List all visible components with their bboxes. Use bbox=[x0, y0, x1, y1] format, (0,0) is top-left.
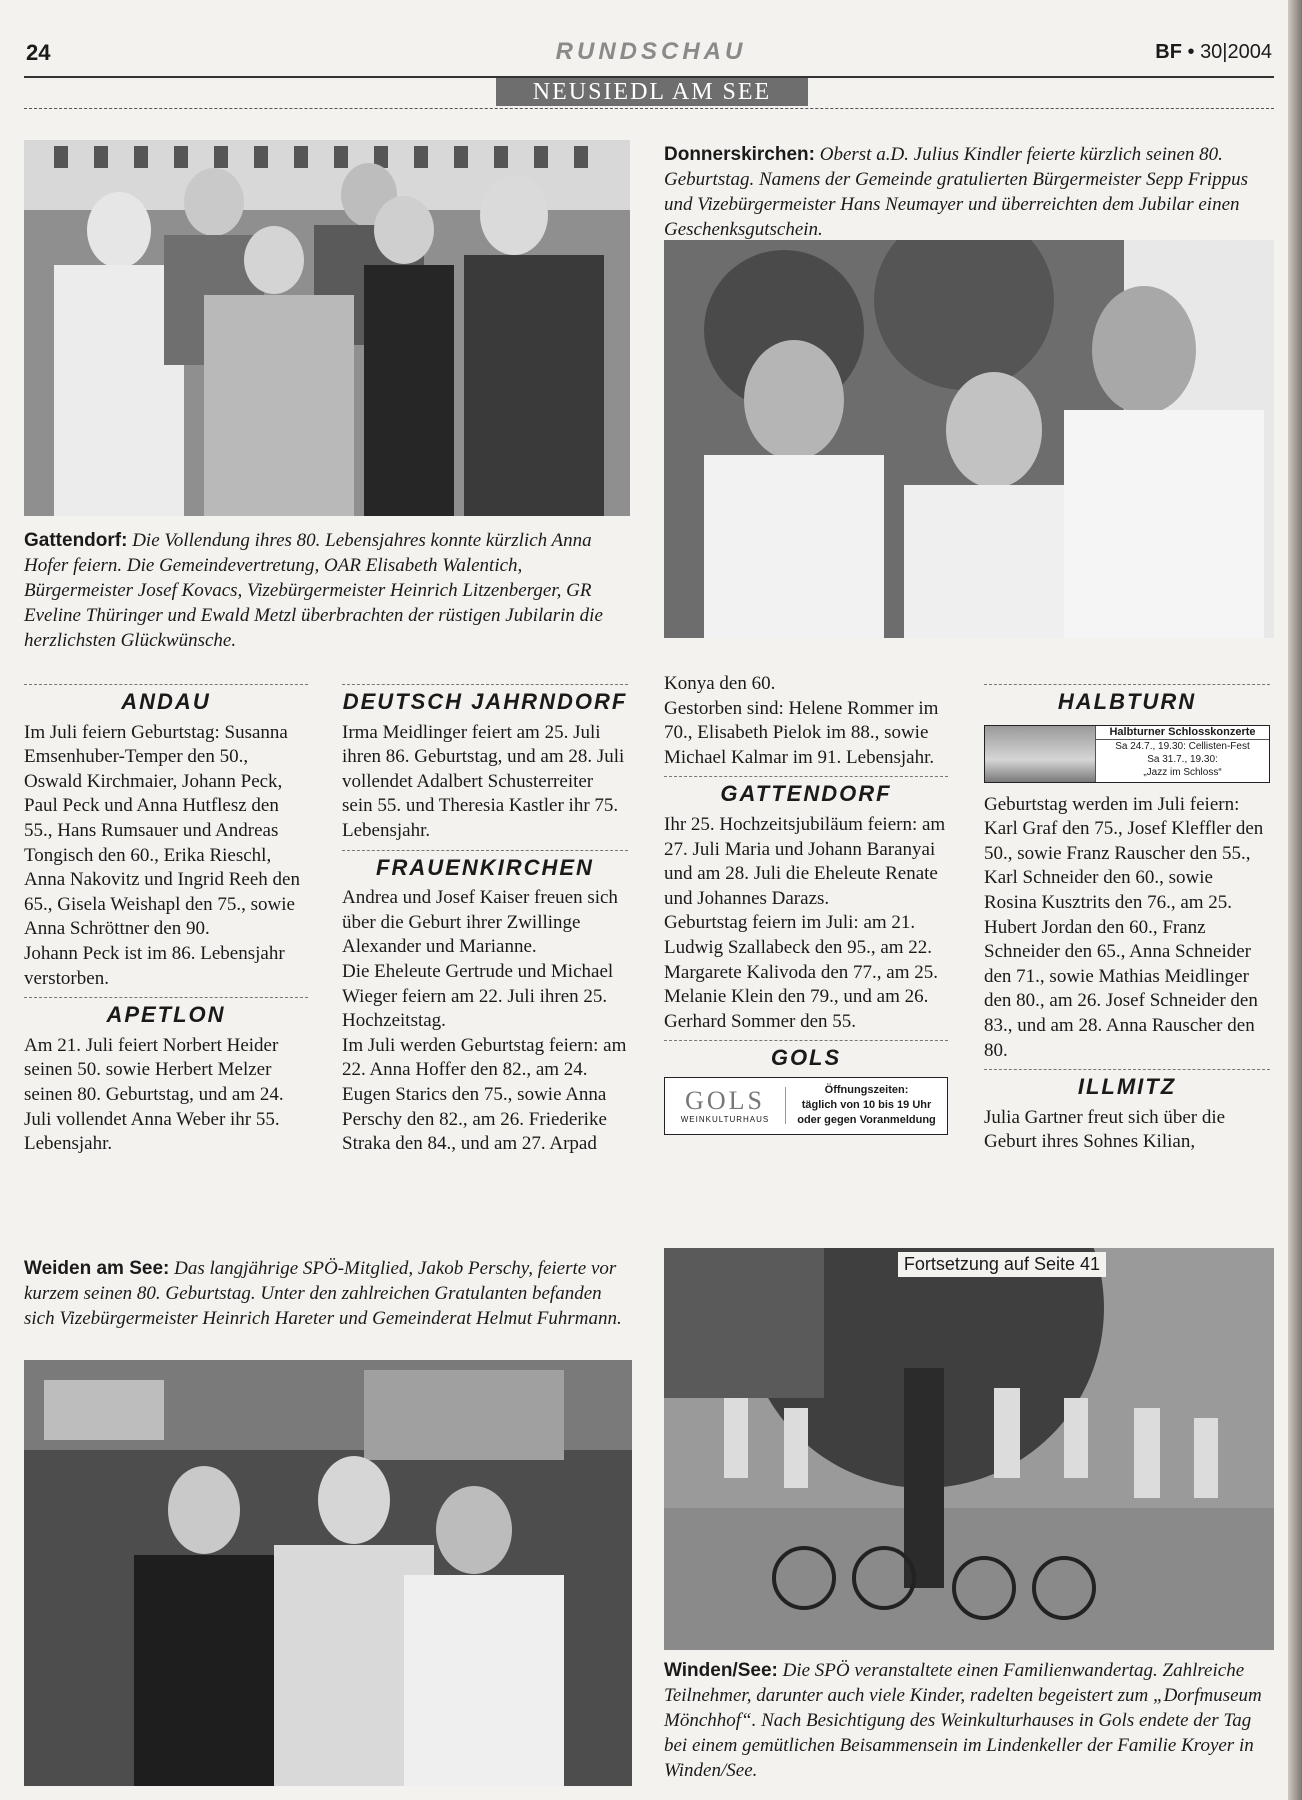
gols-ad-sub: WEINKULTURHAUS bbox=[680, 1115, 770, 1125]
continuation-note: Fortsetzung auf Seite 41 bbox=[898, 1252, 1106, 1277]
issue-number: 30|2004 bbox=[1200, 41, 1272, 63]
gols-ad-logo-block bbox=[665, 1087, 786, 1124]
section-deutsch-jahrndorf-title: DEUTSCH JAHRNDORF bbox=[342, 689, 628, 714]
halbturn-ad-line3: „Jazz im Schloss“ bbox=[1143, 766, 1222, 778]
section-frauenkirchen-head bbox=[342, 850, 628, 883]
caption-winden bbox=[664, 1658, 1274, 1783]
header-dashed-rule bbox=[24, 108, 1274, 109]
halbturn-ad-line1: Sa 24.7., 19.30: Cellisten-Fest bbox=[1115, 740, 1250, 752]
photo-weiden bbox=[24, 1360, 632, 1786]
caption-gattendorf bbox=[24, 528, 630, 653]
caption-gattendorf-text: Die Vollendung ihres 80. Lebensjahres konnte kürzlich Anna Hofer feiern. Die Gemeindevertretung, OAR Elisabeth Walentich, Bürgermeister Josef Kovacs, Vizebürgermeister Heinrich Litzenberger, GR Eveline Thüringer und Ewald Metzl überbrachten der rüstigen Jubilarin die herzlichsten Glückwünsche. bbox=[24, 530, 603, 651]
caption-donnerskirchen bbox=[664, 142, 1274, 242]
halbturn-ad-line2: Sa 31.7., 19.30: bbox=[1147, 753, 1218, 765]
gols-ad-line2: täglich von 10 bis 19 Uhr bbox=[801, 1099, 932, 1112]
section-gattendorf-head bbox=[664, 776, 948, 809]
photo-winden bbox=[664, 1248, 1274, 1650]
column-3 bbox=[664, 672, 948, 1135]
halbturn-ad-title: Halbturner Schlosskonzerte bbox=[1096, 726, 1269, 740]
section-illmitz-head bbox=[984, 1069, 1270, 1102]
section-gols-head bbox=[664, 1040, 948, 1073]
halbturn-ad-image bbox=[985, 726, 1096, 782]
page-edge-shadow bbox=[1288, 0, 1302, 1800]
deutsch-jahrndorf-p1: Irma Meidlinger feiert am 25. Juli ihren 86. Geburtstag, und am 28. Juli vollendet Adalbert Schusterreiter sein 55. und Theresia Kastler ihr 75. Lebensjahr. bbox=[342, 721, 625, 841]
col3-cont-p2: Gestorben sind: Helene Rommer im 70., Elisabeth Pielok im 88., sowie Michael Kalmar im 91. Lebensjahr. bbox=[664, 697, 939, 768]
caption-gattendorf-place: Gattendorf: bbox=[24, 530, 128, 551]
gols-ad bbox=[664, 1077, 948, 1135]
col3-cont-p1: Konya den 60. bbox=[664, 673, 776, 694]
masthead: RUNDSCHAU bbox=[555, 38, 747, 65]
andau-p2: Johann Peck ist im 86. Lebensjahr verstorben. bbox=[24, 942, 285, 989]
caption-weiden bbox=[24, 1256, 634, 1331]
illmitz-p1: Julia Gartner freut sich über die Geburt ihres Sohnes Kilian, bbox=[984, 1106, 1226, 1153]
caption-weiden-place: Weiden am See: bbox=[24, 1258, 170, 1279]
apetlon-p1: Am 21. Juli feiert Norbert Heider seinen 50. sowie Herbert Melzer seinen 80. Geburtstag, und am 24. Juli vollendet Anna Weber ihr 55. Lebensjahr. bbox=[24, 1034, 284, 1155]
page-number: 24 bbox=[26, 40, 51, 65]
issue-bf: BF bbox=[1155, 41, 1182, 63]
section-gols-title: GOLS bbox=[770, 1045, 842, 1071]
gols-ad-line3: oder gegen Voranmeldung bbox=[797, 1114, 936, 1127]
gols-ad-info bbox=[786, 1083, 947, 1128]
section-apetlon-title: APETLON bbox=[106, 1002, 226, 1028]
halbturn-p1: Geburtstag werden im Juli feiern: Karl Graf den 75., Josef Kleffler den 50., sowie Franz Rauscher den 55., Karl Schneider den 60., sowie Rosina Kusztrits den 76., am 25. Hubert Jordan den 60., Franz Schneider den 65., Anna Schneider den 71., sowie Mathias Meidlinger den 80., am 26. Josef Schneider den 83., und am 28. Anna Rauscher den 80. bbox=[984, 793, 1264, 1061]
gols-ad-logo: GOLS bbox=[685, 1086, 765, 1116]
gols-ad-line1: Öffnungszeiten: bbox=[824, 1084, 909, 1097]
frauenkirchen-p1: Andrea und Josef Kaiser freuen sich über die Geburt ihrer Zwillinge Alexander und Marianne. bbox=[342, 887, 618, 958]
section-halbturn-head bbox=[984, 684, 1270, 717]
caption-donnerskirchen-place: Donnerskirchen: bbox=[664, 144, 815, 165]
region-banner: NEUSIEDL AM SEE bbox=[496, 78, 808, 106]
halbturn-ad bbox=[984, 725, 1270, 783]
column-2 bbox=[342, 678, 628, 1157]
section-andau-title: ANDAU bbox=[121, 689, 211, 714]
section-deutsch-jahrndorf-head bbox=[342, 684, 628, 717]
issue-info bbox=[1155, 41, 1272, 64]
issue-sep: • bbox=[1187, 41, 1195, 63]
gattendorf-p1: Ihr 25. Hochzeitsjubiläum feiern: am 27. Juli Maria und Johann Baranyai und am 28. Juli die Eheleute Renate und Johannes Darazs. bbox=[664, 813, 946, 909]
caption-winden-place: Winden/See: bbox=[664, 1660, 778, 1681]
section-apetlon-head bbox=[24, 997, 308, 1030]
frauenkirchen-p2: Die Eheleute Gertrude und Michael Wieger feiern am 22. Juli ihren 25. Hochzeitstag. bbox=[342, 960, 614, 1032]
caption-weiden-text: Das langjährige SPÖ-Mitglied, Jakob Perschy, feierte vor kurzem seinen 80. Geburtstag. Unter den zahlreichen Gratulanten befanden sich Vizebürgermeister Heinrich Hareter und Gemeinderat Helmut Fuhrmann. bbox=[24, 1258, 622, 1329]
photo-donnerskirchen bbox=[664, 240, 1274, 638]
column-1 bbox=[24, 678, 308, 1157]
section-gattendorf-title: GATTENDORF bbox=[720, 781, 892, 807]
section-halbturn-title: HALBTURN bbox=[1057, 689, 1197, 714]
caption-winden-text: Die SPÖ veranstaltete einen Familienwandertag. Zahlreiche Teilnehmer, darunter auch viele Kinder, radelten begeistert zum „Dorfmuseum Mönchhof“. Nach Besichtigung des Weinkulturhauses in Gols endete der Tag bei einem gemütlichen Beisammensein im Lindenkeller der Familie Kroyer in Winden/See. bbox=[664, 1660, 1262, 1781]
andau-p1: Im Juli feiern Geburtstag: Susanna Emsenhuber-Temper den 50., Oswald Kirchmaier, Johann Peck, Paul Peck und Anna Hutflesz den 55., Hans Rumsauer und Andreas Tongisch den 60., Erika Rieschl, Anna Nakovitz und Ingrid Reeh den 65., Gisela Weishapl den 75., sowie Anna Schröttner den 90. bbox=[24, 721, 300, 940]
caption-donnerskirchen-text: Oberst a.D. Julius Kindler feierte kürzlich seinen 80. Geburtstag. Namens der Gemeinde gratulierten Bürgermeister Sepp Frippus und Vizebürgermeister Hans Neumayer und überreichten dem Jubilar einen Geschenksgutschein. bbox=[664, 144, 1248, 240]
section-illmitz-title: ILLMITZ bbox=[1077, 1074, 1177, 1100]
photo-gattendorf bbox=[24, 140, 630, 516]
section-andau-head bbox=[24, 684, 308, 717]
gattendorf-p2: Geburtstag feiern im Juli: am 21. Ludwig Szallabeck den 95., am 22. Margarete Kalivoda den 77., am 25. Melanie Klein den 79., und am 26. Gerhard Sommer den 55. bbox=[664, 912, 939, 1032]
halbturn-ad-info bbox=[1096, 726, 1269, 782]
column-4 bbox=[984, 678, 1270, 1155]
frauenkirchen-p3: Im Juli werden Geburtstag feiern: am 22. Anna Hoffer den 82., am 24. Eugen Starics den 75., sowie Anna Perschy den 82., am 26. Friederike Straka den 84., und am 27. Arpad bbox=[342, 1034, 627, 1155]
section-frauenkirchen-title: FRAUENKIRCHEN bbox=[376, 854, 594, 880]
